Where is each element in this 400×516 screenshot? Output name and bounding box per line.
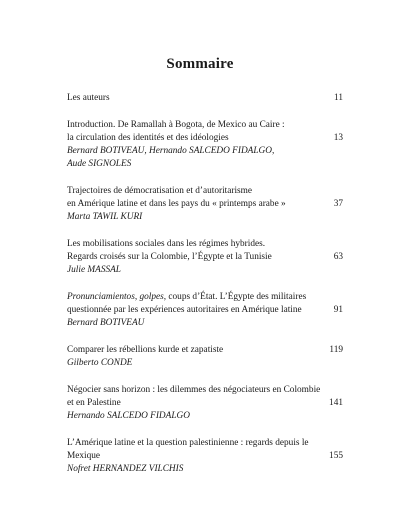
toc-entry-page: 37 bbox=[333, 199, 343, 209]
toc-entry-authors: Bernard BOTIVEAU, Hernando SALCEDO FIDALGO, bbox=[67, 146, 275, 156]
toc-entry-authors: Aude SIGNOLES bbox=[67, 159, 132, 169]
toc-entry-authors: Marta TAWIL KURI bbox=[67, 212, 143, 222]
toc-entry-page: 119 bbox=[329, 345, 343, 355]
toc-entry-title-line bbox=[67, 251, 343, 264]
toc-entry-authors: Julie MASSAL bbox=[67, 265, 121, 275]
toc-entry-authors: Hernando SALCEDO FIDALGO bbox=[67, 411, 190, 421]
toc-entry-title: en Amérique latine et dans les pays du « printemps arabe » bbox=[67, 199, 286, 209]
toc-entry-title: la circulation des identités et des idéologies bbox=[67, 133, 229, 143]
toc-entry bbox=[67, 344, 343, 370]
toc-entry-title: coups d’État. L’Égypte des militaires bbox=[166, 292, 307, 302]
toc-entry-title-line bbox=[67, 185, 343, 198]
toc-entry-page: 63 bbox=[333, 252, 343, 262]
toc-entry-page: 11 bbox=[334, 93, 343, 103]
toc-entry-authors: Nofret HERNANDEZ VILCHIS bbox=[67, 464, 184, 474]
toc-entry-title-line bbox=[67, 132, 343, 145]
toc-entry-title: Introduction. De Ramallah à Bogota, de Mexico au Caire : bbox=[67, 120, 285, 130]
toc-entry-title-line bbox=[67, 384, 343, 397]
toc-entry-title-line bbox=[67, 437, 343, 450]
toc-entry-title: Mexique bbox=[67, 451, 101, 461]
toc-entry-title: Regards croisés sur la Colombie, l’Égypte et la Tunisie bbox=[67, 252, 272, 262]
toc-entry-title-line bbox=[67, 291, 343, 304]
toc-entry bbox=[67, 437, 343, 476]
toc-entry-title-line bbox=[67, 238, 343, 251]
toc-entry-title-line bbox=[67, 397, 343, 410]
toc-entry-page: 13 bbox=[333, 133, 343, 143]
toc-entry bbox=[67, 384, 343, 423]
toc-entry-page: 141 bbox=[329, 398, 343, 408]
toc-entry-title-line bbox=[67, 198, 343, 211]
toc-entry-title-line bbox=[67, 119, 343, 132]
toc-entry bbox=[67, 185, 343, 224]
toc-entry bbox=[67, 92, 343, 105]
toc-entry-title-line bbox=[67, 304, 343, 317]
toc-entry-title: questionnée par les expériences autoritaires en Amérique latine bbox=[67, 305, 302, 315]
toc-entry bbox=[67, 291, 343, 330]
toc-entry bbox=[67, 119, 343, 171]
toc-entry-authors: Bernard BOTIVEAU bbox=[67, 318, 145, 328]
page-title: Sommaire bbox=[166, 56, 234, 72]
toc-entry-title-line bbox=[67, 344, 343, 357]
toc-entry-title: Trajectoires de démocratisation et d’autoritarisme bbox=[67, 186, 253, 196]
toc-entry-title: Les auteurs bbox=[67, 93, 110, 103]
toc-entry-authors: Gilberto CONDE bbox=[67, 358, 133, 368]
table-of-contents bbox=[67, 92, 343, 476]
toc-entry-title: Les mobilisations sociales dans les régimes hybrides. bbox=[67, 239, 266, 249]
toc-entry-title: Comparer les rébellions kurde et zapatiste bbox=[67, 345, 224, 355]
toc-entry-title: et en Palestine bbox=[67, 398, 121, 408]
toc-entry bbox=[67, 238, 343, 277]
toc-entry-page: 155 bbox=[329, 451, 343, 461]
toc-entry-title-line bbox=[67, 450, 343, 463]
toc-entry-title-line bbox=[67, 92, 343, 105]
toc-entry-title-italic: Pronunciamientos, golpes, bbox=[67, 292, 167, 302]
toc-entry-page: 91 bbox=[333, 305, 343, 315]
toc-entry-title: Négocier sans horizon : les dilemmes des négociateurs en Colombie bbox=[67, 385, 321, 395]
toc-entry-title: L’Amérique latine et la question palestinienne : regards depuis le bbox=[67, 438, 309, 448]
